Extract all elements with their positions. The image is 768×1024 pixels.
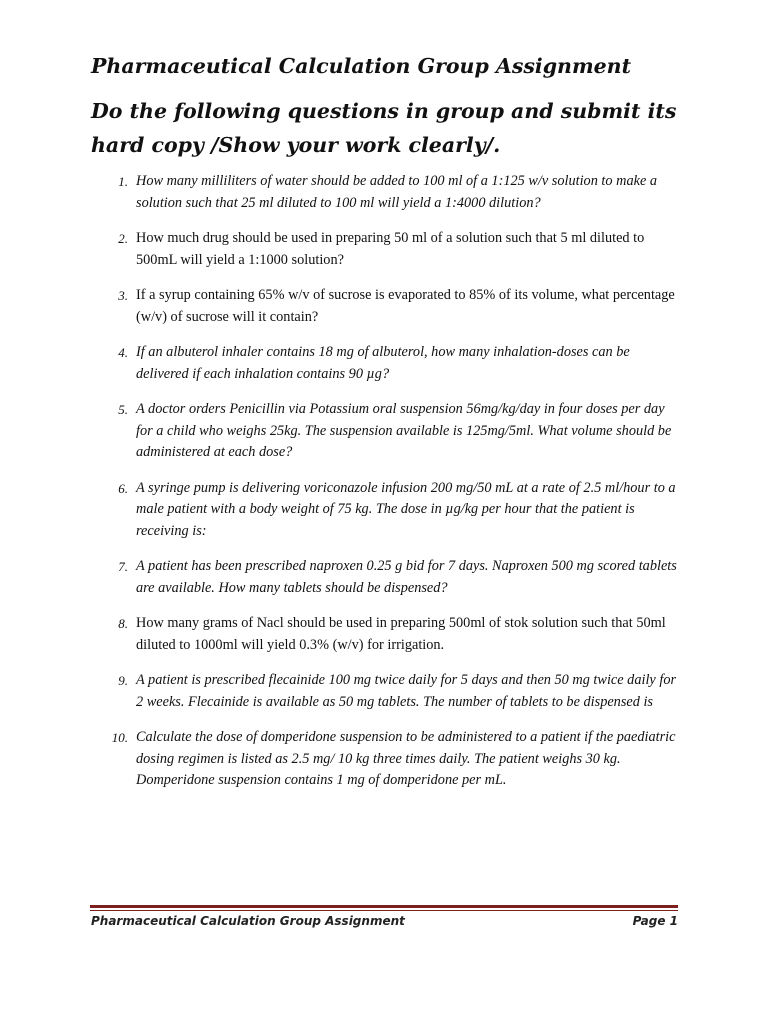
- question-item: [0, 399, 681, 464]
- question-item: [0, 670, 681, 713]
- question-number: 3.: [118, 288, 128, 303]
- question-item: [0, 556, 681, 599]
- question-text: A doctor orders Penicillin via Potassium oral suspension 56mg/kg/day in four doses per day for a child who weighs 25kg. The suspension available is 125mg/5ml. What volume should be administered at each dose?: [136, 401, 672, 460]
- question-number: 10.: [111, 730, 128, 745]
- question-text: If a syrup containing 65% w/v of sucrose is evaporated to 85% of its volume, what percentage (w/v) of sucrose will it contain?: [136, 287, 675, 325]
- question-item: [0, 228, 681, 271]
- document-title: Pharmaceutical Calculation Group Assignment: [91, 54, 632, 78]
- question-number: 9.: [118, 673, 128, 688]
- question-item: [0, 478, 681, 543]
- footer-rule: [90, 905, 678, 908]
- question-item: [0, 727, 681, 792]
- question-text: Calculate the dose of domperidone suspension to be administered to a patient if the paediatric dosing regimen is listed as 2.5 mg/ 10 kg three times daily. The patient weighs 30 kg. Domperidone suspension contains 1 mg of domperidone per mL.: [136, 729, 676, 788]
- footer-rule-thin: [90, 910, 678, 911]
- question-text: A syringe pump is delivering voriconazole infusion 200 mg/50 mL at a rate of 2.5 ml/hour to a male patient with a body weight of 75 kg. The dose in µg/kg per hour that the patient is receiving is:: [136, 479, 676, 539]
- question-item: [0, 342, 681, 385]
- question-number: 7.: [118, 559, 128, 574]
- footer-title: Pharmaceutical Calculation Group Assignment: [91, 914, 405, 928]
- question-text: How many milliliters of water should be added to 100 ml of a 1:125 w/v solution to make a solution such that 25 ml diluted to 100 ml will yield a 1:4000 dilution?: [136, 173, 658, 211]
- question-number: 8.: [118, 616, 128, 631]
- question-text: A patient has been prescribed naproxen 0.25 g bid for 7 days. Naproxen 500 mg scored tablets are available. How many tablets should be dispensed?: [136, 558, 677, 596]
- question-text: How much drug should be used in preparing 50 ml of a solution such that 5 ml diluted to 500mL will yield a 1:1000 solution?: [136, 230, 645, 268]
- question-number: 6.: [118, 480, 128, 496]
- assignment-instructions: Do the following questions in group and submit its hard copy /Show your work clearly/.: [91, 99, 677, 157]
- question-item: [0, 171, 681, 214]
- question-number: 2.: [118, 231, 128, 246]
- question-text: A patient is prescribed flecainide 100 mg twice daily for 5 days and then 50 mg twice daily for 2 weeks. Flecainide is available as 50 mg tablets. The number of tablets to be dispensed is: [136, 672, 677, 710]
- page-number: Page 1: [632, 914, 678, 928]
- question-list: [0, 171, 768, 806]
- question-text: How many grams of Nacl should be used in preparing 500ml of stok solution such that 50ml diluted to 1000ml will yield 0.3% (w/v) for irrigation.: [136, 615, 666, 653]
- question-item: [0, 613, 681, 656]
- question-item: [0, 285, 681, 328]
- question-number: 1.: [118, 174, 128, 189]
- question-text: If an albuterol inhaler contains 18 mg of albuterol, how many inhalation-doses can be delivered if each inhalation contains 90 µg?: [136, 344, 630, 382]
- question-number: 4.: [118, 345, 128, 360]
- question-number: 5.: [118, 402, 128, 417]
